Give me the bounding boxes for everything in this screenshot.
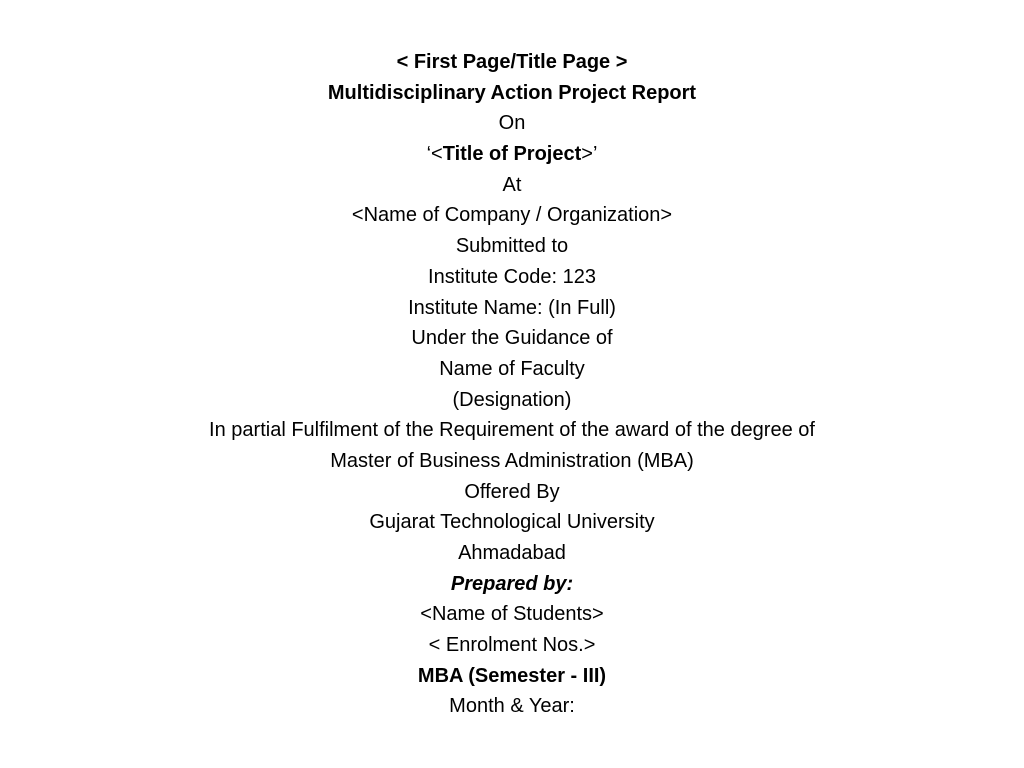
- faculty-name: Name of Faculty: [439, 357, 585, 380]
- submitted-to: Submitted to: [455, 235, 569, 258]
- guidance-text: Under the Guidance of: [411, 327, 613, 350]
- at-text: At: [502, 173, 522, 196]
- designation: (Designation): [452, 388, 572, 411]
- project-title-close-quote: >’: [581, 143, 598, 166]
- month-year: Month & Year:: [449, 695, 575, 718]
- offered-by: Offered By: [464, 480, 560, 503]
- project-title-line: [0, 139, 1024, 170]
- project-title: Title of Project: [442, 143, 582, 166]
- company-name: <Name of Company / Organization>: [351, 204, 673, 227]
- page-label: < First Page/Title Page >: [396, 51, 628, 73]
- prepared-by: Prepared by:: [450, 572, 574, 595]
- student-names: <Name of Students>: [420, 603, 604, 626]
- project-title-open-quote: ‘<: [426, 143, 443, 166]
- on-text: On: [498, 112, 526, 135]
- report-title: Multidisciplinary Action Project Report: [327, 81, 697, 104]
- institute-code: Institute Code: 123: [428, 265, 596, 288]
- semester: MBA (Semester - III): [417, 664, 607, 687]
- university-name: Gujarat Technological University: [369, 511, 655, 534]
- degree-name: Master of Business Administration (MBA): [330, 449, 694, 472]
- enrolment-numbers: < Enrolment Nos.>: [428, 634, 596, 657]
- fulfilment-text: In partial Fulfilment of the Requirement of the award of the degree of: [209, 419, 815, 442]
- institute-name: Institute Name: (In Full): [408, 296, 616, 319]
- city-name: Ahmadabad: [458, 542, 566, 564]
